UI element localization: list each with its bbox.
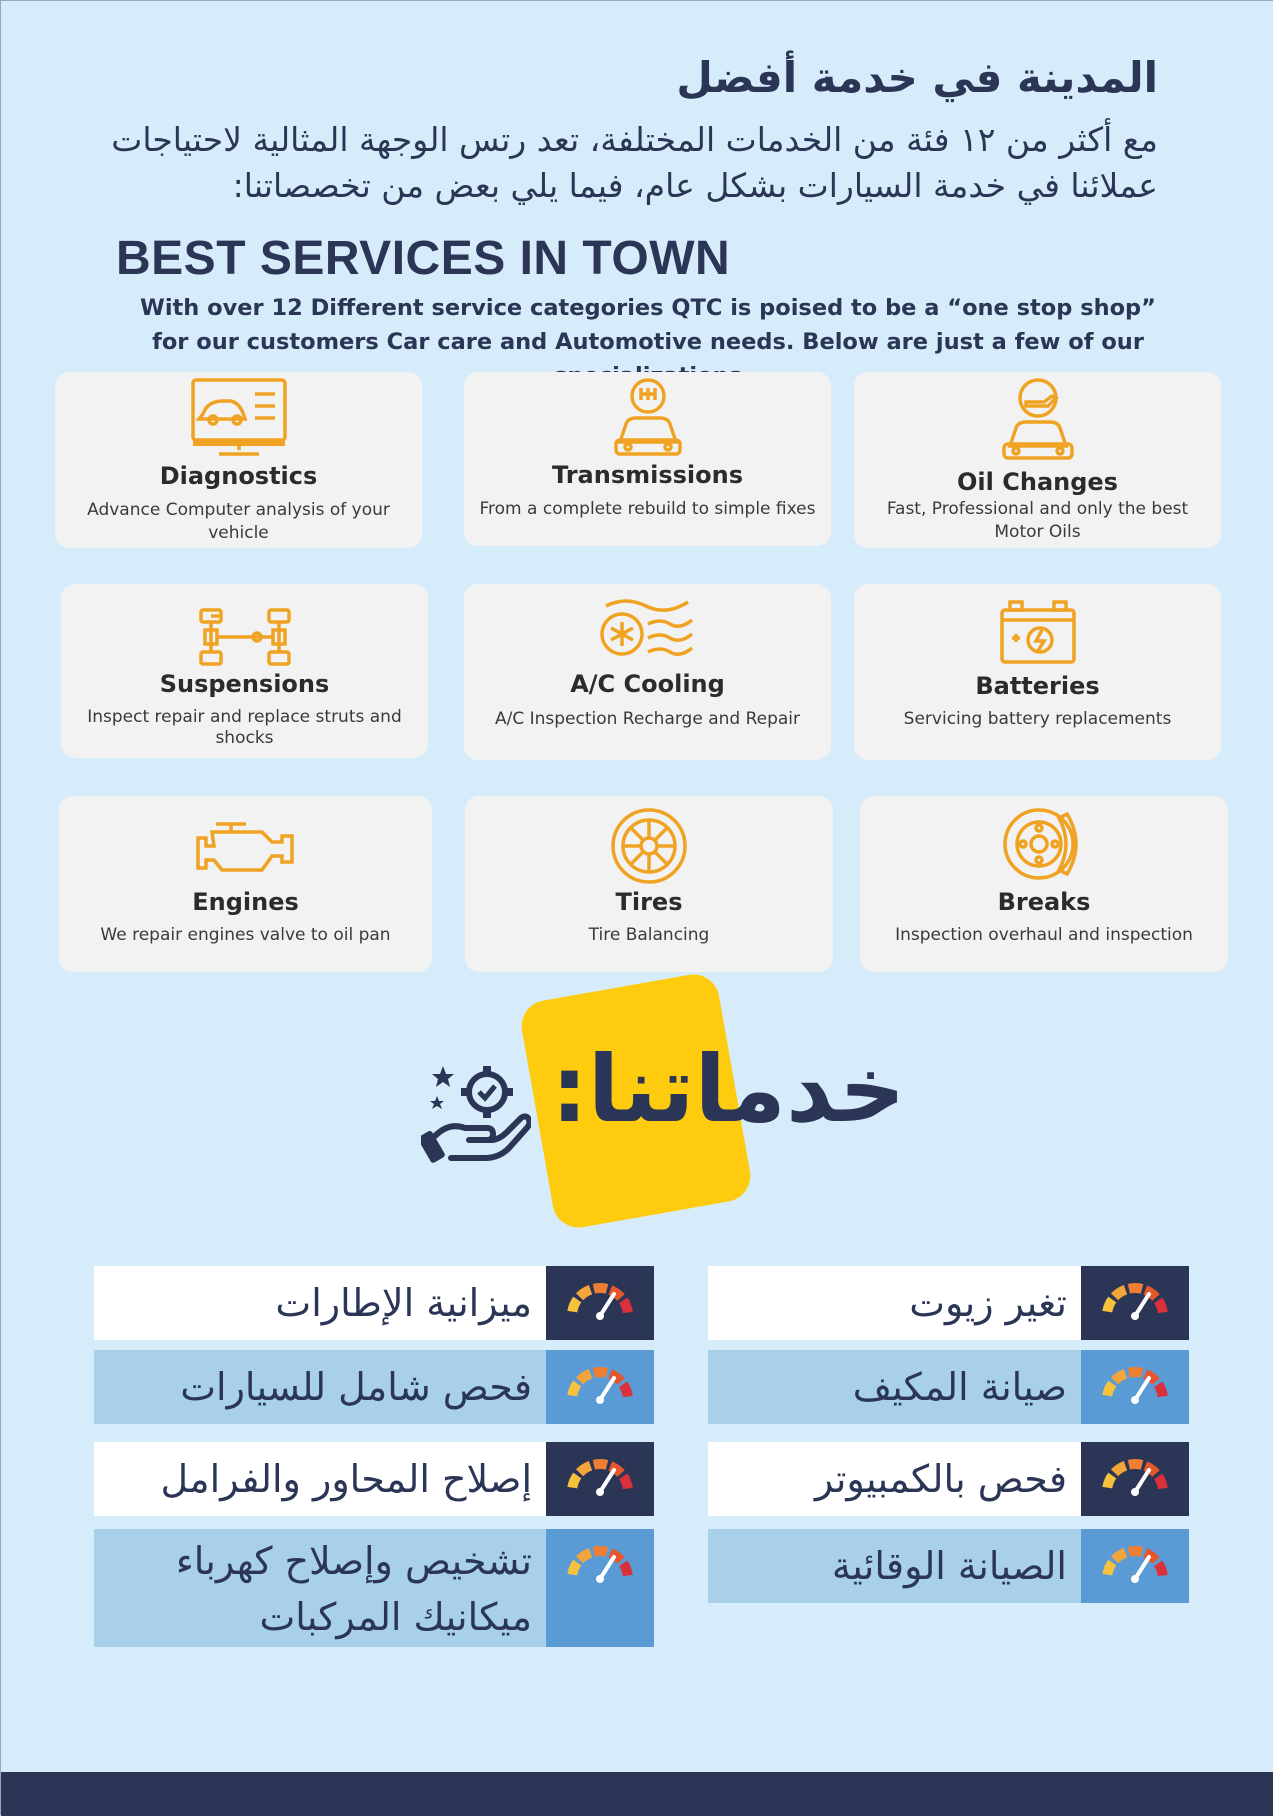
ar-service-row <box>708 1442 1189 1516</box>
ar-service-row <box>94 1442 654 1516</box>
ar-service-label: إصلاح المحاور والفرامل <box>94 1442 546 1516</box>
service-description: We repair engines valve to oil pan <box>100 925 391 945</box>
service-title: Breaks <box>997 888 1091 916</box>
computer-diagnostics-icon <box>189 376 289 462</box>
service-card-transmissions <box>464 372 831 546</box>
gauge-icon <box>546 1350 654 1424</box>
ar-service-label: صيانة المكيف <box>708 1350 1081 1424</box>
service-description: Servicing battery replacements <box>903 709 1172 729</box>
ar-service-row <box>708 1529 1189 1603</box>
ar-service-row <box>708 1350 1189 1424</box>
service-title: Transmissions <box>551 461 744 489</box>
english-paragraph: With over 12 Different service categories QTC is poised to be a “one stop shop” for our customers Car care and Automotive needs. Below are just a few of our <box>140 295 1156 355</box>
service-card-breaks <box>860 796 1228 972</box>
gauge-icon <box>1081 1529 1189 1603</box>
service-card-oil-changes <box>854 372 1221 548</box>
banner-title: خدماتنا: <box>551 1036 906 1143</box>
ar-service-row <box>708 1266 1189 1340</box>
ar-service-label: تشخيص وإصلاح كهرباء ميكانيك المركبات <box>94 1529 546 1647</box>
hand-gear-check-icon <box>421 1056 531 1166</box>
service-description: Tire Balancing <box>588 925 710 945</box>
battery-icon <box>996 598 1080 668</box>
service-description: Inspect repair and replace struts and shocks <box>87 707 402 748</box>
gauge-icon <box>546 1529 654 1647</box>
service-title: Batteries <box>975 672 1100 700</box>
service-title: Diagnostics <box>159 462 318 490</box>
engine-icon <box>194 810 298 880</box>
arabic-paragraph: مع أكثر من ١٢ فئة من الخدمات المختلفة، تعد رتس الوجهة المثالية لاحتياجات عملائنا في خدمة السيارات بشكل عام، فيما يلي بعض من تخصصاتنا: <box>111 120 1158 205</box>
oil-can-car-icon <box>996 376 1080 464</box>
footer-bar <box>1 1772 1273 1816</box>
service-card-engines <box>59 796 432 972</box>
gauge-icon <box>1081 1350 1189 1424</box>
service-card-diagnostics <box>55 372 422 548</box>
service-card-batteries <box>854 584 1221 760</box>
service-card-suspensions <box>61 584 428 758</box>
service-card-ac-cooling <box>464 584 831 760</box>
gauge-icon <box>546 1442 654 1516</box>
service-description: From a complete rebuild to simple fixes <box>479 499 816 519</box>
service-title: Tires <box>615 888 683 916</box>
arabic-title: المدينة في خدمة أفضل <box>676 53 1158 102</box>
ar-service-row <box>94 1266 654 1340</box>
ac-fan-icon <box>598 594 698 666</box>
gauge-icon <box>1081 1266 1189 1340</box>
gauge-icon <box>546 1266 654 1340</box>
brake-disc-icon <box>1001 804 1087 884</box>
services-banner <box>401 986 906 1226</box>
service-description: Fast, Professional and only the best Motor Oils <box>886 499 1189 542</box>
english-title: BEST SERVICES IN TOWN <box>116 232 731 285</box>
ar-service-label: تغير زيوت <box>708 1266 1081 1340</box>
service-title: A/C Cooling <box>570 670 725 698</box>
ar-service-row <box>94 1529 654 1647</box>
service-title: Oil Changes <box>957 468 1118 496</box>
tire-icon <box>609 806 689 886</box>
ar-service-label: فحص شامل للسيارات <box>94 1350 546 1424</box>
service-card-tires <box>465 796 833 972</box>
ar-service-label: ميزانية الإطارات <box>94 1266 546 1340</box>
service-description: Inspection overhaul and inspection <box>895 925 1193 945</box>
ar-service-label: الصيانة الوقائية <box>708 1529 1081 1603</box>
service-description: Advance Computer analysis of your vehicle <box>87 500 390 543</box>
gauge-icon <box>1081 1442 1189 1516</box>
gearshift-car-icon <box>608 376 688 460</box>
service-description: A/C Inspection Recharge and Repair <box>494 709 801 729</box>
ar-service-row <box>94 1350 654 1424</box>
service-title: Engines <box>192 888 299 916</box>
axle-suspension-icon <box>197 606 293 668</box>
ar-service-label: فحص بالكمبيوتر <box>708 1442 1081 1516</box>
service-title: Suspensions <box>159 670 330 698</box>
